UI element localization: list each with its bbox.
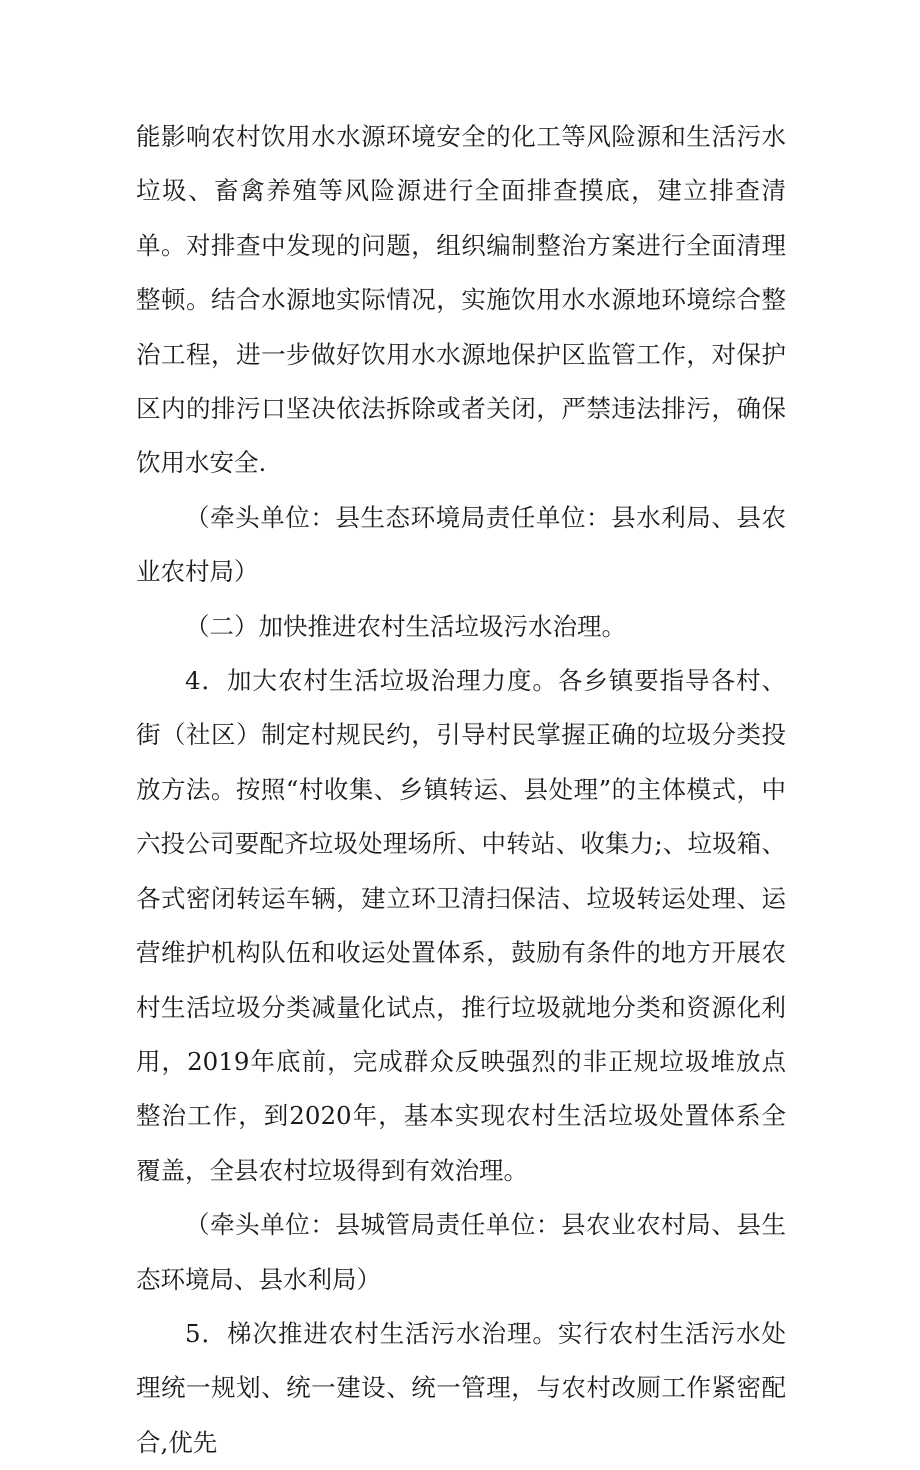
section-heading-2: （二）加快推进农村生活垃圾污水治理。 bbox=[185, 611, 626, 641]
paragraph-responsible-units-1: （牵头单位：县生态环境局责任单位：县水利局、县农业农村局） bbox=[136, 502, 786, 587]
paragraph-responsible-units-2: （牵头单位：县城管局责任单位：县农业农村局、县生态环境局、县水利局） bbox=[136, 1210, 786, 1294]
paragraph-item-4: 4．加大农村生活垃圾治理力度。各乡镇要指导各村、街（社区）制定村规民约，引导村民掌握正确的垃圾分类投放方法。按照“村收集、乡镇转运、县处理”的主体模式，中六投公司要配齐垃圾处理场所、中转站、收集力;、垃圾箱、各式密闭转运车辆，建立环卫清扫保洁、垃圾转运处理、运营维护机构队伍和收运处置体系，鼓励有条件的地方开展农村生活垃圾分类减量化试点，推行垃圾就地分类和资源化利用，2019年底前，完成群众反映强烈的非正规垃圾堆放点整治工作，到2020年，基本实现农村生活垃圾处置体系全覆盖，全县农村垃圾得到有效治理。 bbox=[136, 666, 786, 1185]
document-body bbox=[136, 110, 786, 1470]
paragraph-continuation: 能影响农村饮用水水源环境安全的化工等风险源和生活污水垃圾、畜禽养殖等风险源进行全面排查摸底，建立排查清单。对排查中发现的问题，组织编制整治方案进行全面清理整顿。结合水源地实际情况，实施饮用水水源地环境综合整治工程，进一步做好饮用水水源地保护区监管工作，对保护区内的排污口坚决依法拆除或者关闭，严禁违法排污，确保饮用水安全. bbox=[136, 122, 786, 478]
paragraph-item-5: 5．梯次推进农村生活污水治理。实行农村生活污水处理统一规划、统一建设、统一管理，与农村改厕工作紧密配合,优先 bbox=[136, 1318, 786, 1457]
